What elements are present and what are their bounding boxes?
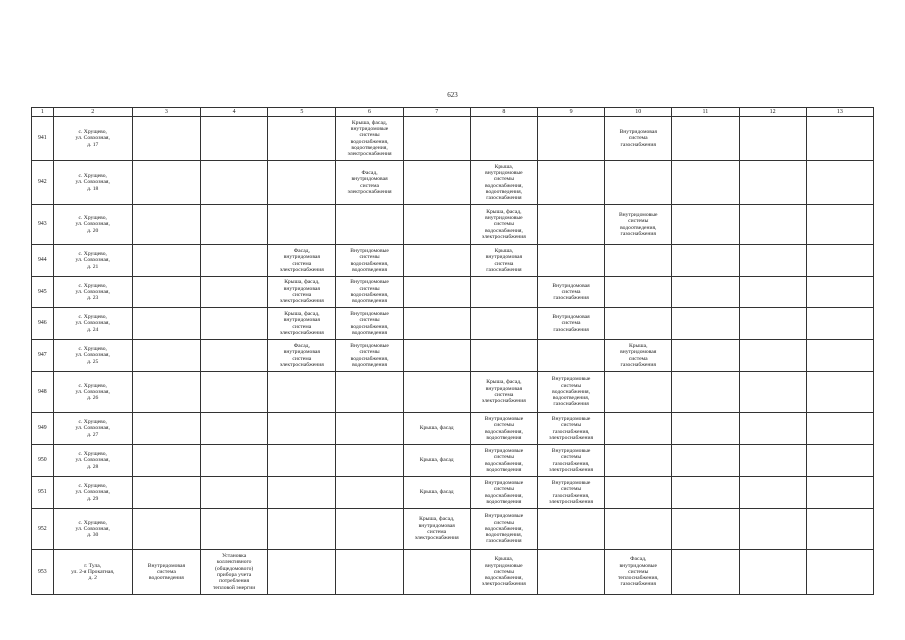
work-cell-col-12 [739,245,806,277]
row-number-cell: 947 [32,340,54,372]
row-number-cell: 943 [32,205,54,245]
work-cell-col-10: Внутридомовая система газоснабжения [605,117,672,161]
work-cell-col-4 [201,308,268,340]
work-cell-col-3: Внутридомовая система водоотведения [132,550,200,595]
work-cell-col-5: Крыша, фасад, внутридомовая система электроснабжения [268,308,336,340]
work-cell-col-8 [470,308,537,340]
work-cell-col-10: Внутридомовые системы водоотведения, газоснабжения [605,205,672,245]
work-cell-col-7 [403,117,470,161]
work-cell-col-10 [605,245,672,277]
work-cell-col-3 [132,413,200,445]
work-cell-col-8: Крыша, фасад, внутридомовая система электроснабжения [470,372,537,413]
work-cell-col-12 [739,413,806,445]
work-cell-col-8: Крыша, внутридомовые системы водоснабжения, электроснабжения [470,550,537,595]
work-cell-col-11 [672,245,739,277]
table-row [32,277,874,308]
work-cell-col-8 [470,117,537,161]
work-cell-col-3 [132,340,200,372]
work-cell-col-13 [806,161,873,205]
row-number-cell: 949 [32,413,54,445]
work-cell-col-10 [605,277,672,308]
table-row [32,161,874,205]
address-cell: с. Хрущево, ул. Совхозная, д. 28 [53,445,132,477]
work-cell-col-6: Внутридомовые системы водоснабжения, водоотведения [336,277,403,308]
table-row [32,308,874,340]
work-cell-col-10 [605,413,672,445]
work-cell-col-7: Крыша, фасад [403,477,470,509]
work-cell-col-6 [336,550,403,595]
work-cell-col-4 [201,277,268,308]
work-cell-col-10: Крыша, внутридомовая система газоснабжения [605,340,672,372]
work-cell-col-8: Внутридомовые системы водоснабжения, водоотведения [470,445,537,477]
address-cell: с. Хрущево, ул. Совхозная, д. 27 [53,413,132,445]
work-cell-col-8: Крыша, фасад, внутридомовые системы водоснабжения, электроснабжения [470,205,537,245]
work-cell-col-10 [605,161,672,205]
work-cell-col-12 [739,445,806,477]
work-cell-col-6 [336,477,403,509]
work-cell-col-11 [672,161,739,205]
work-cell-col-7: Крыша, фасад [403,445,470,477]
work-cell-col-6: Внутридомовые системы водоснабжения, водоотведения [336,340,403,372]
work-cell-col-4 [201,245,268,277]
work-cell-col-13 [806,340,873,372]
work-cell-col-3 [132,477,200,509]
work-cell-col-6 [336,372,403,413]
work-cell-col-9: Внутридомовые системы водоснабжения, водоотведения, газоснабжения [537,372,604,413]
column-number: 7 [403,108,470,117]
work-cell-col-5 [268,509,336,550]
address-cell: с. Хрущево, ул. Совхозная, д. 21 [53,245,132,277]
work-cell-col-12 [739,205,806,245]
address-cell: г. Тула, ул. 2-я Прокатная, д. 2 [53,550,132,595]
address-cell: с. Хрущево, ул. Совхозная, д. 24 [53,308,132,340]
register-table [31,107,874,595]
work-cell-col-6: Крыша, фасад, внутридомовые системы водоснабжения, водоотведения, электроснабжения [336,117,403,161]
table-row [32,205,874,245]
work-cell-col-12 [739,372,806,413]
work-cell-col-9 [537,550,604,595]
work-cell-col-7 [403,277,470,308]
work-cell-col-7 [403,308,470,340]
column-number: 8 [470,108,537,117]
column-number: 2 [53,108,132,117]
work-cell-col-10 [605,477,672,509]
column-number: 3 [132,108,200,117]
column-number: 4 [201,108,268,117]
work-cell-col-4 [201,161,268,205]
table-row [32,413,874,445]
row-number-cell: 948 [32,372,54,413]
work-cell-col-13 [806,550,873,595]
work-cell-col-13 [806,413,873,445]
work-cell-col-12 [739,509,806,550]
work-cell-col-5 [268,550,336,595]
work-cell-col-11 [672,550,739,595]
work-cell-col-5 [268,117,336,161]
work-cell-col-13 [806,277,873,308]
column-number: 13 [806,108,873,117]
work-cell-col-13 [806,372,873,413]
work-cell-col-6 [336,445,403,477]
address-cell: с. Хрущево, ул. Совхозная, д. 23 [53,277,132,308]
work-cell-col-3 [132,509,200,550]
work-cell-col-11 [672,117,739,161]
work-cell-col-9 [537,509,604,550]
address-cell: с. Хрущево, ул. Совхозная, д. 25 [53,340,132,372]
work-cell-col-13 [806,477,873,509]
row-number-cell: 944 [32,245,54,277]
work-cell-col-7 [403,161,470,205]
work-cell-col-10 [605,372,672,413]
work-cell-col-12 [739,308,806,340]
table-row [32,509,874,550]
work-cell-col-9: Внутридомовая система газоснабжения [537,277,604,308]
work-cell-col-3 [132,372,200,413]
work-cell-col-11 [672,277,739,308]
work-cell-col-5 [268,372,336,413]
work-cell-col-8: Крыша, внутридомовые системы водоснабжения, водоотведения, газоснабжения [470,161,537,205]
column-number: 9 [537,108,604,117]
row-number-cell: 951 [32,477,54,509]
work-cell-col-5 [268,205,336,245]
work-cell-col-13 [806,509,873,550]
work-cell-col-6: Внутридомовые системы водоснабжения, водоотведения [336,245,403,277]
work-cell-col-8: Внутридомовые системы водоснабжения, водоотведения [470,413,537,445]
work-cell-col-7: Крыша, фасад [403,413,470,445]
row-number-cell: 953 [32,550,54,595]
address-cell: с. Хрущево, ул. Совхозная, д. 20 [53,205,132,245]
work-cell-col-9 [537,245,604,277]
work-cell-col-9: Внутридомовые системы газоснабжения, электроснабжения [537,413,604,445]
work-cell-col-3 [132,308,200,340]
work-cell-col-7 [403,372,470,413]
work-cell-col-12 [739,477,806,509]
address-cell: с. Хрущево, ул. Совхозная, д. 17 [53,117,132,161]
work-cell-col-8: Внутридомовые системы водоснабжения, водоотведения [470,477,537,509]
row-number-cell: 952 [32,509,54,550]
column-number: 12 [739,108,806,117]
work-cell-col-9 [537,117,604,161]
column-number: 5 [268,108,336,117]
work-cell-col-8: Внутридомовые системы водоснабжения, водоотведения, газоснабжения [470,509,537,550]
work-cell-col-9: Внутридомовая система газоснабжения [537,308,604,340]
work-cell-col-5 [268,445,336,477]
work-cell-col-5 [268,161,336,205]
table-row [32,477,874,509]
table-row [32,445,874,477]
row-number-cell: 945 [32,277,54,308]
page-number: 623 [447,91,458,99]
work-cell-col-12 [739,550,806,595]
work-cell-col-12 [739,117,806,161]
work-cell-col-13 [806,445,873,477]
work-cell-col-4 [201,340,268,372]
work-cell-col-12 [739,161,806,205]
column-number: 1 [32,108,54,117]
work-cell-col-6 [336,413,403,445]
work-cell-col-4 [201,205,268,245]
work-cell-col-6: Внутридомовые системы водоснабжения, водоотведения [336,308,403,340]
work-cell-col-4 [201,117,268,161]
work-cell-col-8: Крыша, внутридомовая система газоснабжения [470,245,537,277]
work-cell-col-5: Фасад, внутридомовая система электроснабжения [268,245,336,277]
work-cell-col-10 [605,308,672,340]
work-cell-col-13 [806,205,873,245]
column-number: 10 [605,108,672,117]
row-number-cell: 941 [32,117,54,161]
work-cell-col-3 [132,445,200,477]
work-cell-col-9 [537,205,604,245]
work-cell-col-9 [537,340,604,372]
table-row [32,372,874,413]
work-cell-col-8 [470,340,537,372]
work-cell-col-4: Установка коллективного (общедомового) прибора учета потребления тепловой энергии [201,550,268,595]
row-number-cell: 942 [32,161,54,205]
table-row [32,117,874,161]
table-row [32,245,874,277]
work-cell-col-7 [403,205,470,245]
work-cell-col-11 [672,445,739,477]
work-cell-col-10: Фасад, внутридомовые системы теплоснабжения, газоснабжения [605,550,672,595]
work-cell-col-12 [739,277,806,308]
work-cell-col-7 [403,245,470,277]
work-cell-col-11 [672,340,739,372]
work-cell-col-11 [672,509,739,550]
table-row [32,340,874,372]
work-cell-col-11 [672,372,739,413]
work-cell-col-11 [672,477,739,509]
address-cell: с. Хрущево, ул. Совхозная, д. 29 [53,477,132,509]
work-cell-col-7 [403,340,470,372]
address-cell: с. Хрущево, ул. Совхозная, д. 18 [53,161,132,205]
work-cell-col-4 [201,445,268,477]
address-cell: с. Хрущево, ул. Совхозная, д. 30 [53,509,132,550]
work-cell-col-10 [605,445,672,477]
row-number-cell: 950 [32,445,54,477]
work-cell-col-9 [537,161,604,205]
address-cell: с. Хрущево, ул. Совхозная, д. 26 [53,372,132,413]
work-cell-col-8 [470,277,537,308]
column-number: 6 [336,108,403,117]
work-cell-col-11 [672,308,739,340]
work-cell-col-4 [201,477,268,509]
work-cell-col-9: Внутридомовые системы газоснабжения, электроснабжения [537,445,604,477]
work-cell-col-5: Фасад, внутридомовая система электроснабжения [268,340,336,372]
work-cell-col-13 [806,245,873,277]
work-cell-col-11 [672,205,739,245]
work-cell-col-3 [132,245,200,277]
work-cell-col-7: Крыша, фасад, внутридомовая система электроснабжения [403,509,470,550]
work-cell-col-6 [336,205,403,245]
work-cell-col-3 [132,205,200,245]
work-cell-col-4 [201,509,268,550]
work-cell-col-3 [132,277,200,308]
work-cell-col-11 [672,413,739,445]
work-cell-col-13 [806,117,873,161]
work-cell-col-7 [403,550,470,595]
work-cell-col-4 [201,372,268,413]
table-row [32,550,874,595]
work-cell-col-6: Фасад, внутридомовая система электроснабжения [336,161,403,205]
work-cell-col-5 [268,413,336,445]
work-cell-col-10 [605,509,672,550]
work-cell-col-6 [336,509,403,550]
work-cell-col-4 [201,413,268,445]
column-number: 11 [672,108,739,117]
work-cell-col-3 [132,117,200,161]
column-number-row [32,108,874,117]
work-cell-col-5: Крыша, фасад, внутридомовая система электроснабжения [268,277,336,308]
work-cell-col-12 [739,340,806,372]
work-cell-col-3 [132,161,200,205]
work-cell-col-9: Внутридомовые системы газоснабжения, электроснабжения [537,477,604,509]
work-cell-col-5 [268,477,336,509]
row-number-cell: 946 [32,308,54,340]
work-cell-col-13 [806,308,873,340]
